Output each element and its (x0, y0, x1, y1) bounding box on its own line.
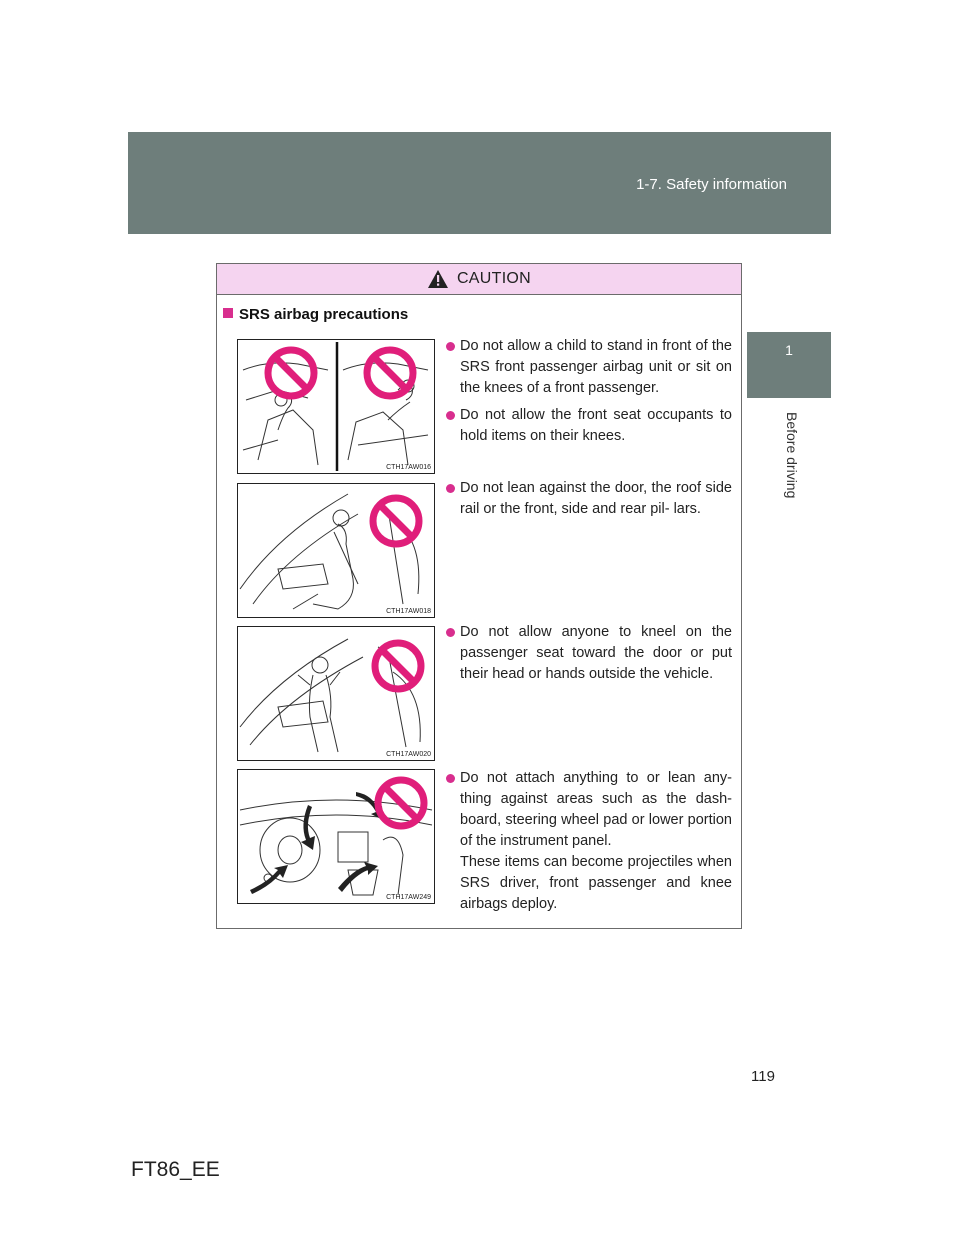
illustration-code: CTH17AW249 (386, 894, 431, 901)
caution-header (217, 264, 741, 295)
model-code: FT86_EE (131, 1158, 220, 1181)
illustration-child-front-seat (237, 339, 435, 474)
chapter-tab (747, 332, 831, 398)
bullet-item: Do not allow anyone to kneel on the passenger seat toward the door or put their head or hands outside the vehicle. (446, 622, 732, 685)
bullet-item: Do not allow a child to stand in front of the SRS front passenger airbag unit or sit on the knees of a front passenger. (446, 336, 732, 399)
illustration-dashboard (237, 769, 435, 904)
chapter-number: 1 (785, 342, 793, 358)
header-band (128, 132, 831, 234)
illustration-code: CTH17AW020 (386, 751, 431, 758)
caution-title: CAUTION (456, 270, 532, 287)
illustration-code: CTH17AW018 (386, 608, 431, 615)
chapter-label: Before driving (784, 412, 800, 499)
item-1-text (446, 336, 732, 453)
prohibition-icon (268, 350, 314, 396)
bullet-item: Do not lean against the door, the roof side rail or the front, side and rear pil- lars. (446, 478, 732, 520)
illustration-kneeling-seat (237, 626, 435, 761)
square-bullet-icon (223, 308, 233, 318)
illustration-code: CTH17AW016 (386, 464, 431, 471)
item-4-text (446, 768, 732, 921)
caution-box (216, 263, 742, 929)
warning-triangle-icon (427, 269, 449, 289)
item-2-text (446, 478, 732, 526)
section-title-header: 1-7. Safety information (636, 176, 787, 193)
section-heading-text: SRS airbag precautions (239, 306, 409, 323)
bullet-item: Do not attach anything to or lean any- thing against areas such as the dash- board, steering wheel pad or lower portion of the instrument panel. (446, 768, 732, 852)
bullet-item: Do not allow the front seat occupants to hold items on their knees. (446, 405, 732, 447)
page-number: 119 (751, 1068, 775, 1085)
item-3-text (446, 622, 732, 691)
continuation-text: These items can become projectiles when SRS driver, front passenger and knee airbags deploy. (460, 854, 732, 912)
section-heading (223, 306, 408, 323)
illustration-leaning-door (237, 483, 435, 618)
